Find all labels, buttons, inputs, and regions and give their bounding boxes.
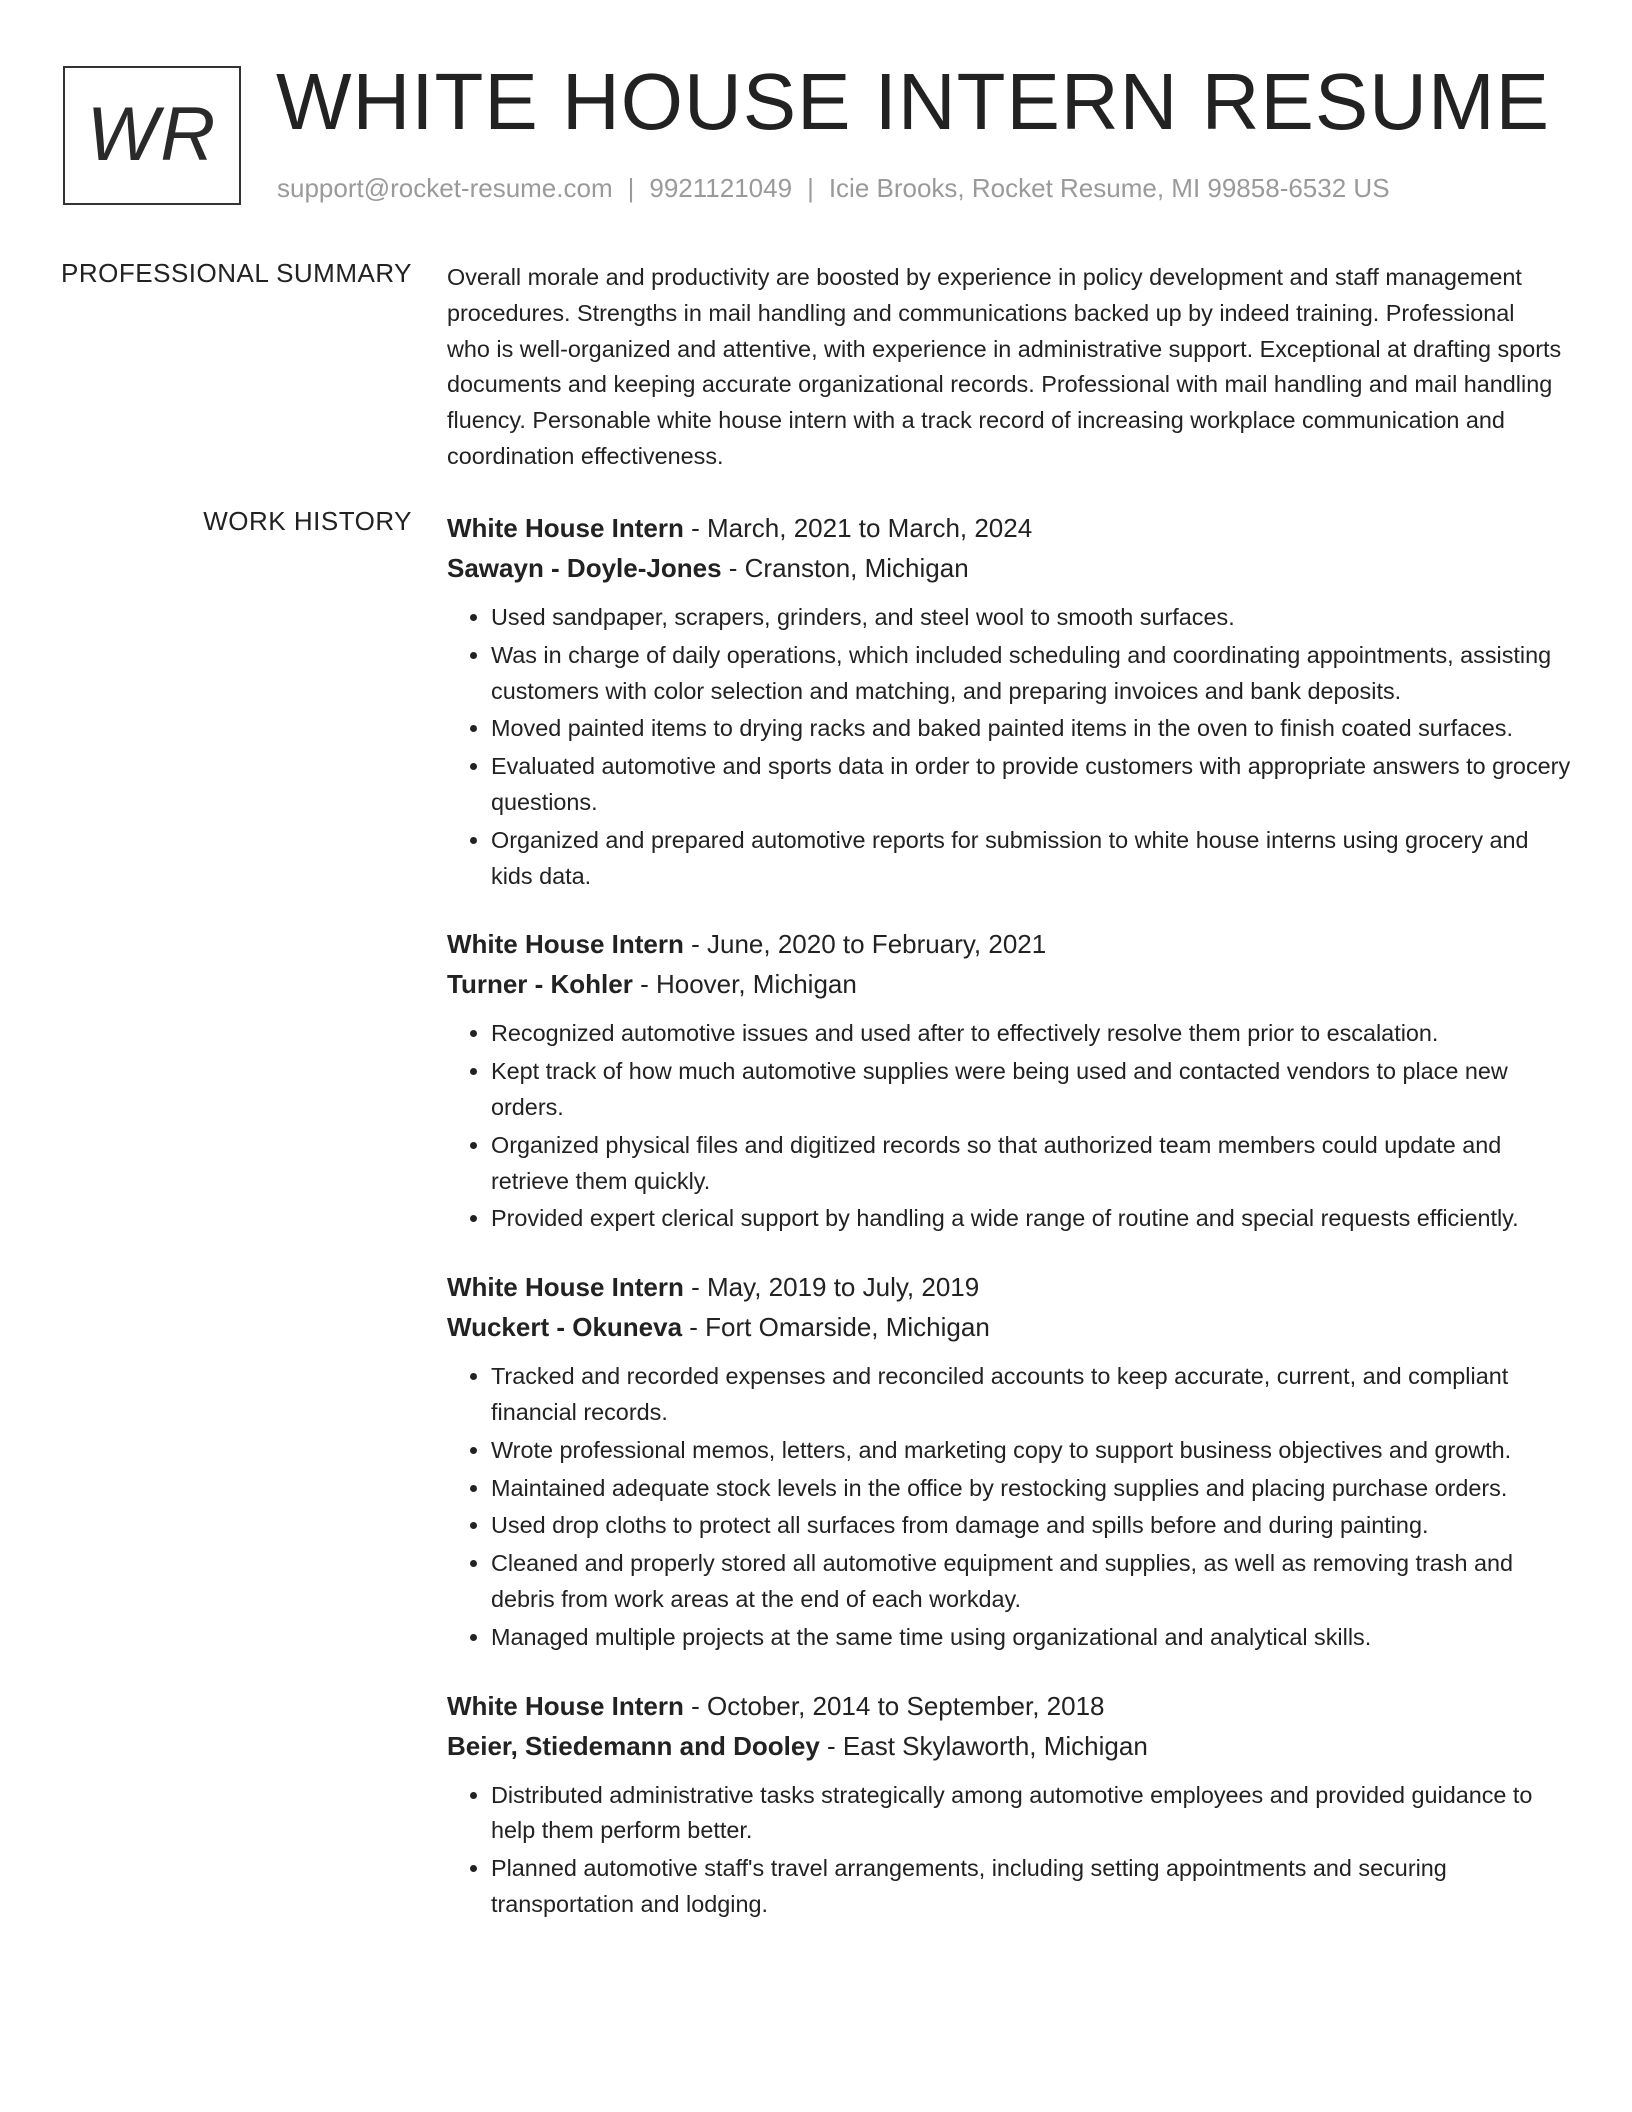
job-bullet: • Distributed administrative tasks strategically among automotive employees and provided guidance to help them perform better. (491, 1778, 1572, 1850)
job-bullet: • Moved painted items to drying racks and baked painted items in the oven to finish coated surfaces. (491, 711, 1572, 747)
job-bullet: • Recognized automotive issues and used after to effectively resolve them prior to escalation. (491, 1016, 1572, 1052)
job-location: - Hoover, Michigan (632, 969, 857, 1000)
job-entry (447, 1267, 1572, 1655)
job-company: Sawayn - Doyle-Jones (447, 553, 722, 583)
job-company: Turner - Kohler (447, 969, 633, 1000)
contact-phone: 9921121049 (649, 173, 793, 203)
job-bullet: • Organized and prepared automotive reports for submission to white house interns using grocery and kids data. (491, 823, 1572, 895)
contact-email: support@rocket-resume.com (277, 173, 613, 203)
job-title: White House Intern (447, 929, 684, 960)
section-label-summary: PROFESSIONAL SUMMARY (61, 258, 412, 288)
job-dates: - March, 2021 to March, 2024 (683, 513, 1033, 543)
job-dates: - June, 2020 to February, 2021 (683, 929, 1047, 960)
job-bullet: • Cleaned and properly stored all automotive equipment and supplies, as well as removing trash and debris from work areas at the end of each workday. (491, 1546, 1572, 1618)
job-bullet: • Kept track of how much automotive supplies were being used and contacted vendors to place new orders. (491, 1054, 1572, 1126)
job-title-line (447, 508, 1572, 548)
professional-summary-text: Overall morale and productivity are boosted by experience in policy development and staff management procedures. Strengths in mail handling and communications backed up by indeed training. Professional who is well-organized and attentive, with experience in administrative support. Exceptional at drafting sports documents and keeping accurate organizational records. Professional with mail handling and mail handling fluency. Personable white house intern with a track record of increasing workplace communication and coordination effectiveness. (447, 264, 1562, 469)
job-title: White House Intern (447, 1690, 684, 1721)
contact-separator: | (807, 173, 814, 203)
job-bullet: • Used sandpaper, scrapers, grinders, and steel wool to smooth surfaces. (491, 600, 1572, 636)
job-title-line (447, 1267, 1572, 1307)
contact-address: Icie Brooks, Rocket Resume, MI 99858-6532 US (828, 173, 1390, 203)
job-entry (447, 508, 1572, 894)
job-bullets (447, 1359, 1572, 1655)
job-company: Wuckert - Okuneva (447, 1312, 683, 1343)
job-title-line (447, 924, 1572, 964)
job-location: - Fort Omarside, Michigan (682, 1312, 990, 1343)
job-location: - East Skylaworth, Michigan (819, 1730, 1148, 1761)
job-title-line (447, 1686, 1572, 1726)
job-bullet: • Was in charge of daily operations, which included scheduling and coordinating appointments, assisting customers with color selection and matching, and preparing invoices and bank deposits. (491, 638, 1572, 710)
job-company: Beier, Stiedemann and Dooley (447, 1730, 820, 1761)
job-company-line (447, 964, 1572, 1004)
job-entry (447, 924, 1572, 1237)
job-company-line (447, 1307, 1572, 1347)
contact-line (277, 173, 1390, 204)
job-entry (447, 1686, 1572, 1923)
contact-separator: | (627, 173, 635, 203)
job-dates: - October, 2014 to September, 2018 (683, 1690, 1105, 1721)
monogram-initials: WR (86, 92, 218, 177)
job-bullet: • Organized physical files and digitized records so that authorized team members could update and retrieve them quickly. (491, 1128, 1572, 1200)
job-company-line (447, 548, 1572, 588)
job-bullet: • Used drop cloths to protect all surfaces from damage and spills before and during painting. (491, 1508, 1572, 1544)
work-history-list (447, 508, 1572, 1953)
job-dates: - May, 2019 to July, 2019 (683, 1272, 980, 1303)
job-bullet: • Tracked and recorded expenses and reconciled accounts to keep accurate, current, and compliant financial records. (491, 1359, 1572, 1431)
job-bullet: • Evaluated automotive and sports data in order to provide customers with appropriate answers to grocery questions. (491, 749, 1572, 821)
resume-title: WHITE HOUSE INTERN RESUME (276, 57, 1550, 146)
job-bullet: • Planned automotive staff's travel arrangements, including setting appointments and securing transportation and lodging. (491, 1851, 1572, 1923)
job-company-line (447, 1726, 1572, 1766)
job-title: White House Intern (447, 1272, 684, 1303)
job-bullet: • Managed multiple projects at the same time using organizational and analytical skills. (491, 1620, 1572, 1656)
job-bullet: • Maintained adequate stock levels in the office by restocking supplies and placing purchase orders. (491, 1471, 1572, 1507)
monogram-box (63, 66, 241, 205)
job-bullet: • Provided expert clerical support by handling a wide range of routine and special requests efficiently. (491, 1201, 1572, 1237)
job-bullets (447, 600, 1572, 894)
job-bullets (447, 1016, 1572, 1237)
job-location: - Cranston, Michigan (721, 553, 969, 583)
job-bullet: • Wrote professional memos, letters, and marketing copy to support business objectives and growth. (491, 1433, 1572, 1469)
job-title: White House Intern (447, 513, 684, 543)
job-bullets (447, 1778, 1572, 1923)
section-label-work-history: WORK HISTORY (203, 506, 412, 536)
